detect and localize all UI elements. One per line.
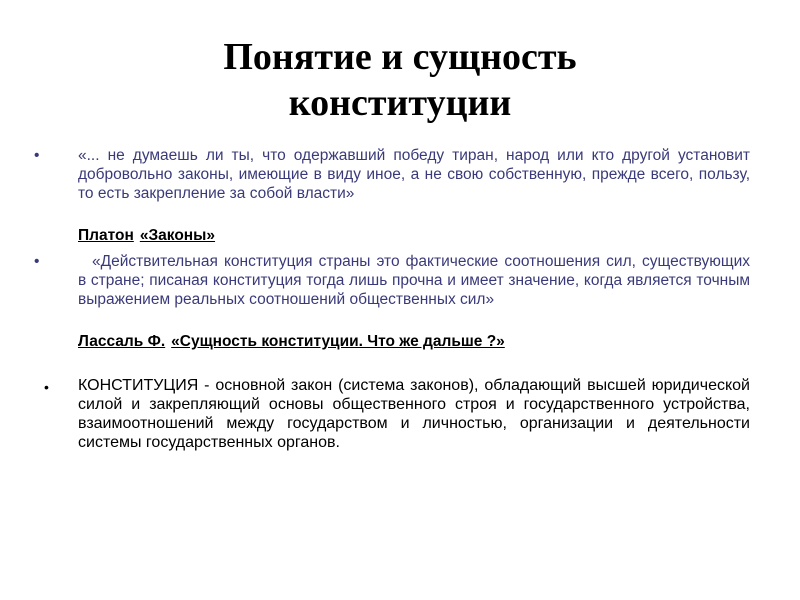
citation-lassalle [78, 332, 505, 351]
citation-work: «Законы» [139, 227, 216, 244]
title-line-1: Понятие и сущность [223, 36, 577, 78]
quote-lassalle-text: «Действительная конституция страны это фактические соотношения сил, существующих в стране; писаная конституция тогда лишь прочна и имеет значение, когда является точным выражением реальных соотношений общественных сил» [78, 253, 750, 308]
title-line-2: конституции [288, 82, 512, 124]
bullet-marker: • [34, 147, 40, 164]
citation-author: Лассаль Ф. [78, 333, 166, 350]
bullet-marker: • [34, 253, 40, 270]
definition-text: - основной закон (система законов), обладающий высшей юридической силой и закрепляющий основы общественного строя и государственного устройства, взаимоотношений между государством и личностью, организации и деятельности системы государственных органов. [78, 377, 750, 451]
citation-work: «Сущность конституции. Что же дальше ?» [171, 333, 505, 350]
slide-title [60, 34, 740, 126]
constitution-definition [78, 376, 750, 452]
bullet-marker: • [44, 379, 49, 395]
citation-plato [78, 226, 215, 245]
definition-term: КОНСТИТУЦИЯ [78, 377, 199, 394]
quote-plato-text: «... не думаешь ли ты, что одержавший победу тиран, народ или кто другой установит добровольно законы, имеющие в виду иное, а не свою собственную, прежде всего, пользу, то есть закрепление за собой власти» [78, 147, 750, 202]
citation-author: Платон [78, 227, 134, 244]
